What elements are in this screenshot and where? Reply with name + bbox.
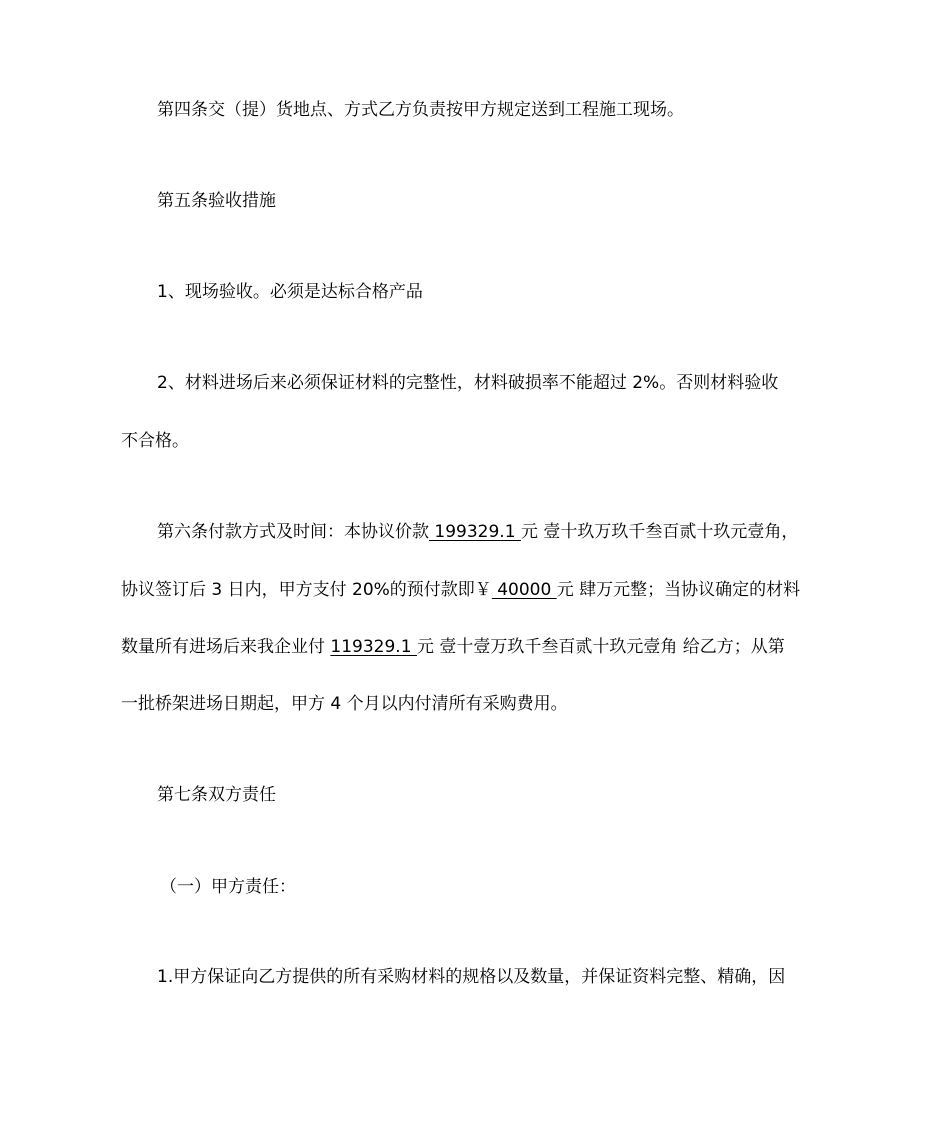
article-6-line-2 bbox=[121, 579, 800, 601]
balance-payment-amount: 119329.1 bbox=[330, 637, 417, 657]
article-6-line-3-prefix: 数量所有进场后来我企业付 bbox=[121, 637, 331, 657]
article-6-line-1-prefix: 第六条付款方式及时间：本协议价款 bbox=[157, 522, 429, 542]
inspection-item-1: 1、现场验收。必须是达标合格产品 bbox=[157, 282, 423, 302]
article-5-heading: 第五条验收措施 bbox=[157, 191, 276, 211]
party-a-item-1: 1.甲方保证向乙方提供的所有采购材料的规格以及数量，并保证资料完整、精确，因 bbox=[157, 967, 786, 987]
article-6-line-3 bbox=[121, 636, 785, 658]
inspection-item-2-line-2: 不合格。 bbox=[121, 431, 189, 451]
article-6-line-1-suffix: 元 壹十玖万玖千叁百贰十玖元壹角， bbox=[520, 522, 799, 542]
advance-payment-amount: 40000 bbox=[491, 580, 557, 600]
article-7-heading: 第七条双方责任 bbox=[157, 785, 276, 805]
party-a-responsibility-heading: （一）甲方责任： bbox=[160, 877, 296, 897]
inspection-item-2-line-1: 2、材料进场后来必须保证材料的完整性，材料破损率不能超过 2%。否则材料验收 bbox=[157, 373, 779, 393]
article-4-paragraph: 第四条交（提）货地点、方式乙方负责按甲方规定送到工程施工现场。 bbox=[157, 100, 684, 120]
article-6-line-1 bbox=[157, 521, 798, 543]
article-6-line-3-suffix: 元 壹十壹万玖千叁百贰十玖元壹角 给乙方；从第 bbox=[416, 637, 785, 657]
contract-price-amount: 199329.1 bbox=[429, 522, 521, 542]
article-6-line-2-prefix: 协议签订后 3 日内，甲方支付 20%的预付款即￥ bbox=[121, 580, 492, 600]
article-6-line-2-suffix: 元 肆万元整；当协议确定的材料 bbox=[556, 580, 801, 600]
article-6-line-4: 一批桥架进场日期起，甲方 4 个月以内付清所有采购费用。 bbox=[121, 694, 568, 714]
